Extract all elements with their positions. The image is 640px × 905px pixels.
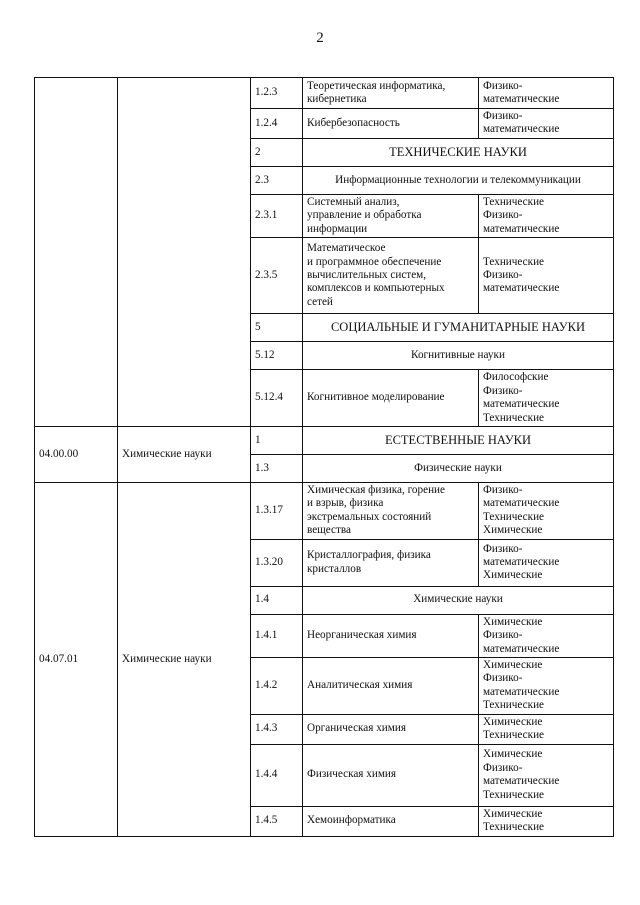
specialty-name [303, 714, 479, 744]
science-fields [479, 370, 614, 427]
specialty-name-line: кристаллов [307, 562, 362, 575]
science-fields [479, 194, 614, 237]
specialty-name-line: кибернетика [307, 93, 367, 105]
science-field-line: Физико- [483, 761, 523, 774]
science-fields [479, 614, 614, 657]
specialty-name [303, 78, 479, 109]
science-field-line: Физико- [483, 209, 523, 222]
specialty-code: 5.12.4 [251, 370, 303, 427]
group-name [118, 78, 251, 427]
specialty-code: 1.4 [251, 586, 303, 614]
section-header: СОЦИАЛЬНЫЕ И ГУМАНИТАРНЫЕ НАУКИ [303, 314, 614, 342]
table-row [35, 426, 614, 454]
science-field-line: математические [483, 398, 560, 411]
science-field-line: Технические [483, 729, 545, 742]
science-field-line: Технические [483, 411, 545, 424]
specialty-code: 2 [251, 138, 303, 166]
science-fields [479, 238, 614, 314]
group-name: Химические науки [118, 426, 251, 482]
specialty-name-line: Неорганическая химия [307, 629, 417, 642]
science-fields [479, 109, 614, 139]
science-field-line: Технические [483, 699, 545, 712]
specialty-name [303, 806, 479, 836]
science-field-line: Физико- [483, 384, 523, 397]
specialty-name-line: Кристаллография, физика [307, 549, 431, 562]
science-field-line: Химические [483, 715, 543, 728]
specialty-name [303, 482, 479, 539]
specialty-name-line: Химическая физика, горение [307, 483, 446, 496]
science-field-line: Физико- [483, 672, 523, 685]
specialty-code: 1.3.20 [251, 539, 303, 586]
group-name: Химические науки [118, 482, 251, 836]
science-field-line: Химические [483, 615, 543, 628]
science-field-line: Физико- [483, 542, 523, 555]
specialty-name-line: и взрыв, физика [307, 497, 384, 510]
specialty-name [303, 744, 479, 806]
science-field-line: Физико- [483, 268, 523, 281]
specialty-code: 2.3 [251, 166, 303, 194]
specialties-table [34, 77, 614, 837]
specialty-name [303, 238, 479, 314]
science-field-line: Химические [483, 807, 543, 820]
table-row [35, 482, 614, 539]
specialty-name-line: информации [307, 222, 368, 235]
specialty-name-line: Кибербезопасность [307, 116, 400, 129]
specialty-code: 1.4.1 [251, 614, 303, 657]
specialty-code: 5 [251, 314, 303, 342]
science-field-line: Философские [483, 371, 549, 384]
section-header: Физические науки [303, 454, 614, 482]
section-header: Химические науки [303, 586, 614, 614]
specialty-name-line: Хемоинформатика [307, 814, 396, 827]
group-code: 04.00.00 [35, 426, 118, 482]
specialty-code: 1.4.4 [251, 744, 303, 806]
specialty-code: 1 [251, 426, 303, 454]
science-fields [479, 539, 614, 586]
specialty-name-line: вычислительных систем, [307, 268, 427, 281]
science-fields [479, 482, 614, 539]
specialty-code: 1.4.3 [251, 714, 303, 744]
science-field-line: математические [483, 123, 560, 136]
specialty-name [303, 109, 479, 139]
specialty-code: 1.3.17 [251, 482, 303, 539]
section-header: Когнитивные науки [303, 342, 614, 370]
science-fields [479, 78, 614, 109]
specialty-name [303, 658, 479, 715]
science-field-line: математические [483, 222, 560, 235]
specialty-code: 1.4.5 [251, 806, 303, 836]
section-header: ЕСТЕСТВЕННЫЕ НАУКИ [303, 426, 614, 454]
specialty-name-line: Системный анализ, [307, 195, 400, 208]
specialty-name-line: Физическая химия [307, 768, 397, 781]
specialty-name [303, 614, 479, 657]
science-field-line: Химические [483, 524, 543, 537]
science-field-line: Технические [483, 510, 545, 523]
specialty-name-line: Теоретическая информатика, [307, 79, 446, 92]
science-fields [479, 744, 614, 806]
science-field-line: Технические [483, 255, 545, 268]
specialty-code: 2.3.5 [251, 238, 303, 314]
science-field-line: Физико- [483, 629, 523, 642]
science-field-line: Физико- [483, 483, 523, 496]
science-field-line: Физико- [483, 79, 523, 92]
science-field-line: Технические [483, 195, 545, 208]
science-fields [479, 658, 614, 715]
specialty-name-line: сетей [307, 295, 333, 308]
specialty-name-line: Аналитическая химия [307, 679, 413, 692]
science-field-line: математические [483, 93, 560, 105]
specialty-code: 2.3.1 [251, 194, 303, 237]
specialty-name [303, 370, 479, 427]
specialty-code: 1.4.2 [251, 658, 303, 715]
specialty-name-line: экстремальных состояний [307, 510, 432, 523]
science-field-line: математические [483, 282, 560, 295]
specialty-name-line: Математическое [307, 242, 386, 255]
science-field-line: Химические [483, 659, 543, 671]
science-field-line: математические [483, 555, 560, 568]
science-field-line: Технические [483, 788, 545, 801]
section-header: ТЕХНИЧЕСКИЕ НАУКИ [303, 138, 614, 166]
specialty-code: 5.12 [251, 342, 303, 370]
science-field-line: математические [483, 775, 560, 788]
science-fields [479, 806, 614, 836]
specialty-name-line: комплексов и компьютерных [307, 282, 445, 295]
specialty-name-line: управление и обработка [307, 209, 422, 222]
specialty-name-line: вещества [307, 524, 351, 537]
specialty-name [303, 539, 479, 586]
group-code [35, 78, 118, 427]
specialty-name [303, 194, 479, 237]
specialty-name-line: Органическая химия [307, 722, 407, 735]
page-number: 2 [316, 30, 324, 46]
science-field-line: математические [483, 497, 560, 510]
science-field-line: Физико- [483, 110, 523, 122]
specialty-code: 1.2.3 [251, 78, 303, 109]
specialty-name-line: Когнитивное моделирование [307, 391, 445, 404]
science-field-line: математические [483, 642, 560, 655]
specialty-name-line: и программное обеспечение [307, 255, 442, 268]
section-header: Информационные технологии и телекоммуникации [303, 166, 614, 194]
group-code: 04.07.01 [35, 482, 118, 836]
table-row [35, 78, 614, 109]
science-fields [479, 714, 614, 744]
specialty-code: 1.3 [251, 454, 303, 482]
science-field-line: математические [483, 685, 560, 698]
science-field-line: Химические [483, 748, 543, 761]
specialty-code: 1.2.4 [251, 109, 303, 139]
science-field-line: Химические [483, 569, 543, 582]
science-field-line: Технические [483, 821, 545, 834]
